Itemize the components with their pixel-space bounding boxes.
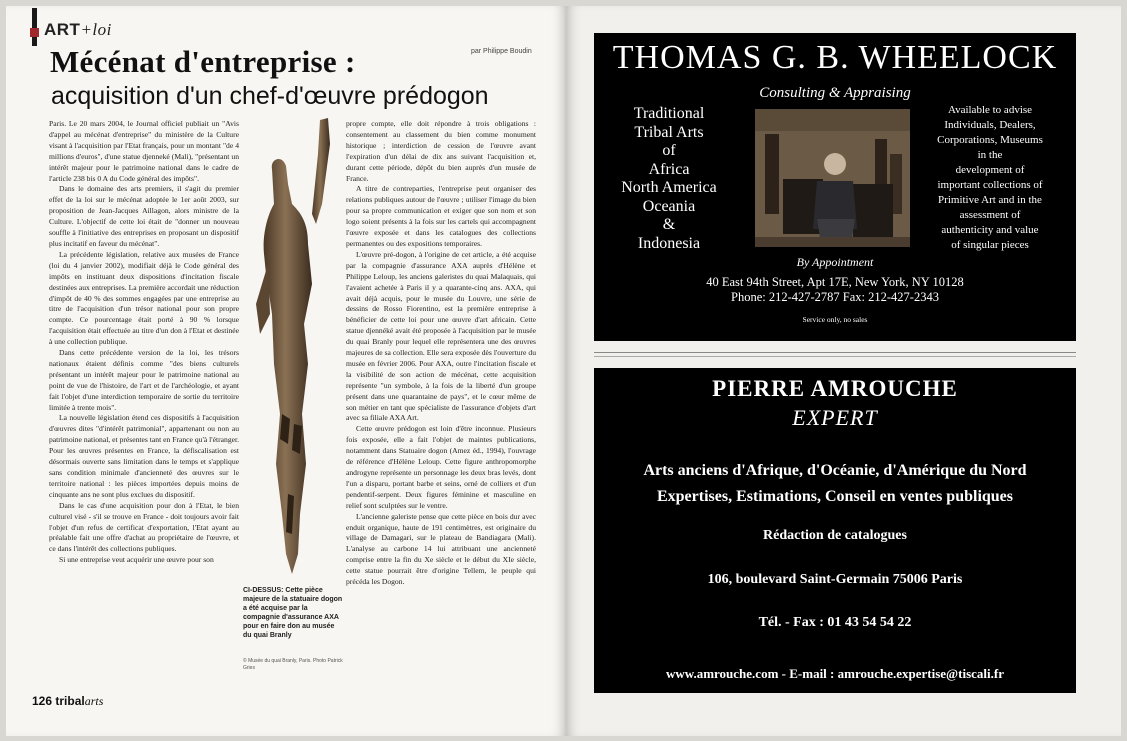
paragraph: La nouvelle législation étend ces dispositifs à l'acquisition d'œuvres dites "d'intérêt patrimonial", appartenant ou non au patrimoine national, et présentes tant en France qu'à l'étranger. Pour les œuvres présentes en France, la défiscalisation est désormais ouverte sans limitation dans le temps et s'applique sans condition minimale d'ancienneté des œuvres sur le territoire national : les pièces importées depuis moins de cinquante ans ne sont plus exclues du dispositif.	[49, 413, 239, 499]
wheelock-advertisement	[594, 33, 1076, 341]
service-note: Service only, no sales	[802, 315, 868, 324]
left-page	[6, 6, 566, 736]
rubric-art: ART	[44, 20, 81, 39]
right-page	[566, 6, 1121, 736]
magazine-brand: tribalarts	[55, 694, 104, 708]
paragraph: Dans cette précédente version de la loi, les trésors nationaux étaient définis comme "des biens culturels présentant un intérêt majeur pour le patrimoine national au point de vue de l'histoire, de l'art et de l'archéologie, et ayant fait l'objet d'une interdiction temporaire de sortie du territoire limitée à trente mois".	[49, 348, 239, 412]
appointment-note: By Appointment	[796, 255, 874, 269]
web-email: www.amrouche.com - E-mail : amrouche.expertise@tiscali.fr	[666, 666, 1004, 681]
paragraph: L'œuvre pré-dogon, à l'origine de cet article, a été acquise par la compagnie d'assurance AXA auprès d'Hélène et Philippe Leloup, les anciens galeristes du quai Malaquais, qui l'avaient achetée à Paris il y a quarante-cinq ans. AXA, qui avait déjà acquis, pour le musée du Louvre, une série de dessins de Rosso Fiorentino, est la première entreprise à bénéficier de cette loi pour une œuvre d'art africain. Cette statue djennéké avait été proposée à l'acquisition par le musée du quai Branly pour lequel elle représentera une des œuvres majeures de sa collection. Elle sera exposée dès l'ouverture du musée en février 2006. Pour AXA, outre l'incitation fiscale et la visibilité de son action de mécénat, cette acquisition représente "un symbole, à la fois de la liberté d'un groupe présent dans une quarantaine de pays", et le cœur même de son métier en tant que spécialiste de l'assurance d'objets d'art avec sa filiale AXA Art.	[346, 249, 536, 423]
page-folio	[32, 694, 103, 709]
advertiser-name: PIERRE AMROUCHE	[712, 376, 958, 401]
paragraph: Paris. Le 20 mars 2004, le Journal officiel publiait un "Avis d'appel au mécénat d'entreprise" du ministère de la Culture visant à l'acquisition par l'Etat français, pour un montant "de 4 millions d'euros", d'une statue djenneké (Mali), "présentant un intérêt majeur pour le patrimoine national dans le cadre de l'article 238 bis 0 A du Code général des impôts".	[49, 119, 239, 183]
street-address: 40 East 94th Street, Apt 17E, New York, NY 10128	[706, 275, 964, 289]
paragraph: La précédente législation, relative aux musées de France (loi du 4 janvier 2002), modifiait déjà le Code général des impôts en instituant deux dispositions d'incitation fiscale destinées aux entreprises. La première accordait une réduction d'impôt de 40 % des sommes engagées par une entreprise au titre de l'acquisition d'un trésor national pour son propre compte. Ce pourcentage était porté à 90 % lorsque l'acquisition était effectuée au titre d'un don à l'Etat et destinée à une collection publique.	[49, 249, 239, 347]
article-title: Mécénat d'entreprise :	[50, 44, 356, 79]
paragraph: Si une entreprise veut acquérir une œuvre pour son	[59, 555, 214, 565]
contact-info	[594, 275, 1076, 305]
rubric-bar	[32, 8, 37, 46]
byline: par Philippe Boudin	[471, 48, 532, 55]
paragraph: L'ancienne galeriste pense que cette pièce en bois dur avec enduit organique, haute de 191 centimètres, est originaire du village de Damagari, sur le plateau de Bandiagara (Mali). L'analyse au carbone 14 lui attribuant une ancienneté comprise entre la fin du Xe siècle et le début du XIe siècle, cette statue pourrait être d'origine Tellem, le peuple qui précéda les Dogon.	[346, 511, 536, 587]
rubric-loi: +loi	[80, 20, 112, 39]
article-column-1	[49, 119, 239, 674]
page-number: 126	[32, 694, 53, 708]
photo-credit: © Musée du quai Branly, Paris. Photo Patrick Gries	[243, 658, 343, 671]
paragraph: Dans le cas d'une acquisition pour don à l'Etat, le bien culturel visé - s'il se trouve en France - doit toujours avoir fait l'objet d'un refus de certificat d'exportation, l'Etat ayant au préalable fait une offre d'achat au propriétaire de l'œuvre, et ce dans l'intérêt des collections publiques.	[49, 500, 239, 554]
paragraph: A titre de contreparties, l'entreprise peut organiser des relations publiques autour de l'œuvre ; utiliser l'image du bien pour sa propre communication et exiger que son nom et son logo soient présents à la fois sur les cartels qui accompagnent l'œuvre exposée et dans les catalogues des collections permanentes ou des expositions temporaires.	[346, 184, 536, 248]
street-address: 106, boulevard Saint-Germain 75006 Paris	[707, 572, 963, 587]
divider	[594, 352, 1076, 353]
services-line: Expertises, Estimations, Conseil en ventes publiques	[656, 488, 1014, 505]
section-rubric	[44, 20, 112, 40]
amrouche-advertisement	[594, 368, 1076, 693]
paragraph: Dans le domaine des arts premiers, il s'agit du premier effet de la loi sur le mécénat adoptée le 1er août 2003, sur proposition de Jean-Jacques Aillagon, alors ministre de la Culture. L'objectif de cette loi était de "donner un nouveau souffle à l'initiative des entreprises en proposant un dispositif plus incitatif en faveur du mécénat".	[49, 184, 239, 248]
phone-fax: Tél. - Fax : 01 43 54 54 22	[758, 615, 912, 630]
advertiser-name: THOMAS G. B. WHEELOCK	[612, 39, 1058, 76]
portrait-photo	[755, 109, 910, 247]
specialties-list: Traditional Tribal Arts of Africa North America Oceania & Indonesia	[621, 105, 717, 252]
services-description: Available to advise Individuals, Dealers, Corporations, Museums in the development of important collections of Primitive Art and in the assessment of authenticity and value of singular pieces	[937, 104, 1043, 251]
photo-caption: CI-DESSUS: Cette pièce majeure de la statuaire dogon a été acquise par la compagnie d'assurance AXA pour en faire don au musée du quai Branly	[243, 587, 343, 639]
article-subtitle: acquisition d'un chef-d'œuvre prédogon	[51, 82, 489, 110]
advertiser-role: EXPERT	[792, 405, 878, 430]
rubric-marker	[30, 28, 39, 37]
article-column-2	[346, 119, 536, 679]
paragraph: propre compte, elle doit répondre à trois obligations : consentement au classement du bien comme monument historique ; interdiction de cession de l'œuvre avant l'expiration d'un délai de dix ans suivant l'acquisition et, durant cette période, dépôt du bien auprès d'un musée de France.	[346, 119, 536, 183]
catalogue-line: Rédaction de catalogues	[763, 528, 907, 543]
statue-photo	[242, 114, 342, 584]
advertiser-tagline: Consulting & Appraising	[759, 85, 911, 101]
divider	[594, 356, 1076, 357]
specialty-line: Arts anciens d'Afrique, d'Océanie, d'Amérique du Nord	[643, 462, 1027, 479]
paragraph: Cette œuvre prédogon est loin d'être inconnue. Plusieurs fois exposée, elle a fait l'objet de maintes publications, notamment dans Statuaire dogon (Amez éd., 1994), l'ouvrage de référence d'Hélène Leloup. Cette figure anthropomorphe androgyne représente un personnage les deux bras levés, dont l'un a disparu, portant barbe et seins, orné de colliers et d'un pendentif-serpent. Deux figures féminine et masculine en relief sont sculptées sur le ventre.	[346, 424, 536, 510]
phone-fax: Phone: 212-427-2787 Fax: 212-427-2343	[731, 290, 939, 304]
